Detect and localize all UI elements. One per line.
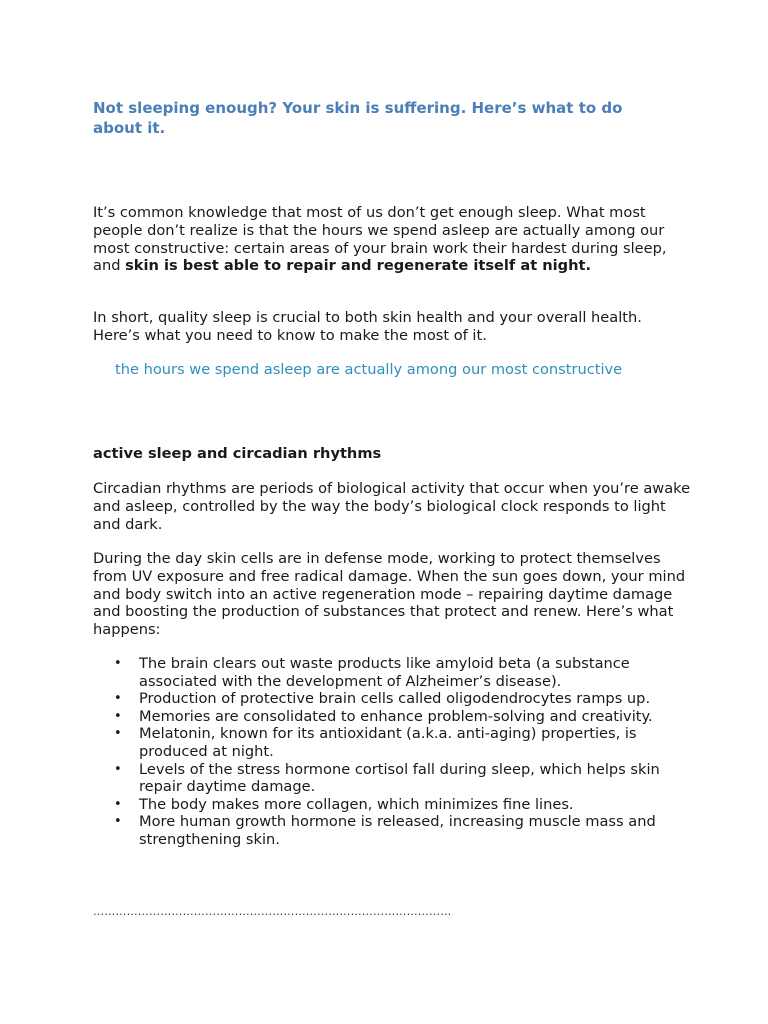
list-item-text: The body makes more collagen, which minimizes fine lines. xyxy=(139,795,574,813)
list-item xyxy=(93,725,693,760)
bullet-icon: • xyxy=(114,691,122,707)
list-item xyxy=(93,708,693,726)
list-item xyxy=(93,655,693,690)
intro-paragraph xyxy=(93,204,693,275)
bullet-icon: • xyxy=(114,761,122,777)
list-item-text: Melatonin, known for its antioxidant (a.k.a. anti-aging) properties, is produced at night. xyxy=(139,725,637,760)
list-item xyxy=(93,796,693,814)
bullet-icon: • xyxy=(114,656,122,671)
list-item xyxy=(93,761,693,796)
article-title: Not sleeping enough? Your skin is suffering. Here’s what to do about it. xyxy=(93,99,623,137)
bullet-icon: • xyxy=(114,726,122,742)
bullet-icon: • xyxy=(114,814,122,830)
bullet-icon: • xyxy=(114,708,122,724)
list-item-text: More human growth hormone is released, increasing muscle mass and strengthening skin. xyxy=(139,813,656,848)
bullet-list xyxy=(93,655,693,849)
list-item-text: Levels of the stress hormone cortisol fall during sleep, which helps skin repair daytime damage. xyxy=(139,760,660,796)
list-item xyxy=(93,690,693,708)
dotted-separator: …………………………………………………………………………………… xyxy=(93,905,452,918)
list-item-text: Memories are consolidated to enhance problem-solving and creativity. xyxy=(139,707,653,725)
paragraph-3: Circadian rhythms are periods of biological activity that occur when you’re awake and asleep, controlled by the way the body’s biological clock responds to light and dark. xyxy=(93,480,691,533)
list-item-text: The brain clears out waste products like amyloid beta (a substance associated with the development of Alzheimer’s disease). xyxy=(139,655,630,690)
intro-bold-text: skin is best able to repair and regenerate itself at night. xyxy=(125,257,591,275)
bullet-icon: • xyxy=(114,796,122,812)
pull-quote: the hours we spend asleep are actually among our most constructive xyxy=(115,361,623,378)
list-item xyxy=(93,813,693,848)
list-item-text: Production of protective brain cells called oligodendrocytes ramps up. xyxy=(139,690,651,708)
intro-text: It’s common knowledge that most of us don’t get enough sleep. What most people don’t realize is that the hours we spend asleep are actually among our most constructive: certain areas of your brain work their hardest during sleep, and xyxy=(93,204,667,275)
paragraph-4: During the day skin cells are in defense mode, working to protect themselves from UV exposure and free radical damage. When the sun goes down, your mind and body switch into an active regeneration mode – repairing daytime damage and boosting the production of substances that protect and renew. Here’s what happens: xyxy=(93,550,686,639)
paragraph-2: In short, quality sleep is crucial to both skin health and your overall health. Here’s what you need to know to make the most of it. xyxy=(93,309,642,344)
section-heading: active sleep and circadian rhythms xyxy=(93,445,382,462)
